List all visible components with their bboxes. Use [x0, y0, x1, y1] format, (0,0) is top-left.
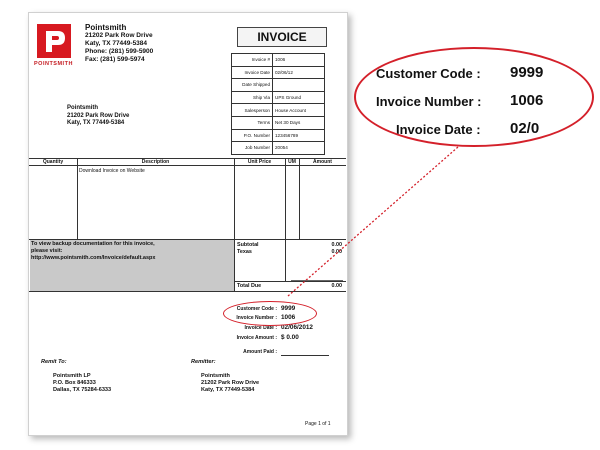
summary-amount-paid-label: Amount Paid : [243, 349, 277, 355]
zoom-customer-code: 9999 [510, 64, 544, 81]
remit-to-name: Pointsmith LP [53, 373, 91, 379]
backup-url: http://www.pointsmith.com/Invoice/default.aspx [31, 255, 156, 261]
subtotal-value: 0.00 [331, 242, 342, 248]
line-item-description: Download Invoice on Website [79, 168, 145, 174]
summary-invoice-amount: $ 0.00 [281, 334, 299, 341]
total-due-label: Total Due [237, 283, 262, 289]
col-header-amount: Amount [313, 159, 332, 165]
company-address2: Katy, TX 77449-5384 [85, 40, 148, 47]
company-address1: 21202 Park Row Drive [85, 32, 153, 39]
summary-invoice-date: 02/06/2012 [281, 324, 313, 331]
info-label: Date Shipped [232, 79, 273, 92]
subtotal-label: Subtotal [237, 242, 259, 248]
bill-to-name: Pointsmith [67, 105, 98, 111]
info-value: 1006 [273, 54, 325, 67]
zoom-callout [354, 47, 594, 147]
zoom-invoice-number: 1006 [510, 92, 544, 109]
col-header-unit-price: Unit Price [247, 159, 272, 165]
summary-customer-code: 9999 [281, 305, 296, 312]
total-due-value: 0.00 [331, 283, 342, 289]
summary-customer-code-label: Customer Code : [236, 306, 277, 312]
zoom-customer-code-label: Customer Code : [376, 66, 481, 81]
info-label: Ship Via [232, 91, 273, 104]
info-value: 123456789 [273, 129, 325, 142]
info-value: UPS Ground [273, 91, 325, 104]
info-value: 02/06/12 [273, 66, 325, 79]
tax-label: Texas [237, 249, 252, 255]
info-label: Invoice Date [232, 66, 273, 79]
summary-invoice-amount-label: Invoice Amount : [236, 335, 277, 341]
summary-invoice-date-label: Invoice Date : [244, 325, 277, 331]
tax-value: 0.00 [331, 249, 342, 255]
remit-to-heading: Remit To: [41, 359, 67, 365]
company-fax: Fax: (281) 599-5974 [85, 56, 145, 63]
col-header-quantity: Quantity [42, 159, 64, 165]
summary-invoice-number: 1006 [281, 314, 296, 321]
zoom-invoice-number-label: Invoice Number : [376, 94, 482, 109]
info-value: 20054 [273, 142, 325, 155]
company-phone: Phone: (281) 599-5900 [85, 48, 154, 55]
zoom-invoice-date-label: Invoice Date : [396, 122, 481, 137]
bill-to-address2: Katy, TX 77449-5384 [67, 120, 125, 126]
page-number: Page 1 of 1 [305, 421, 331, 427]
info-label: P.O. Number [232, 129, 273, 142]
backup-line1: To view backup documentation for this invoice, [31, 241, 155, 247]
remit-to-address1: P.O. Box 846333 [53, 380, 96, 387]
invoice-title: INVOICE [237, 27, 327, 47]
info-label: Salesperson [232, 104, 273, 117]
backup-line2: please visit: [31, 248, 63, 254]
info-value: House Account [273, 104, 325, 117]
col-header-um: UM [288, 159, 296, 165]
remit-to-address2: Dallas, TX 75284-6333 [53, 387, 112, 394]
company-name: Pointsmith [85, 23, 127, 32]
col-header-description: Description [141, 159, 170, 165]
info-label: Job Number [232, 142, 273, 155]
info-label: Invoice # [232, 54, 273, 67]
remitter-heading: Remitter: [191, 359, 216, 365]
summary-invoice-number-label: Invoice Number : [236, 315, 277, 321]
remitter-address2: Katy, TX 77449-5384 [201, 387, 255, 394]
zoom-invoice-date: 02/0 [510, 120, 540, 137]
logo-wordmark: POINTSMITH [34, 61, 73, 67]
info-value: Net 30 Days [273, 116, 325, 129]
bill-to-address1: 21202 Park Row Drive [67, 112, 130, 119]
remitter-address1: 21202 Park Row Drive [201, 380, 260, 387]
remitter-name: Pointsmith [201, 373, 230, 379]
info-label: Terms [232, 116, 273, 129]
